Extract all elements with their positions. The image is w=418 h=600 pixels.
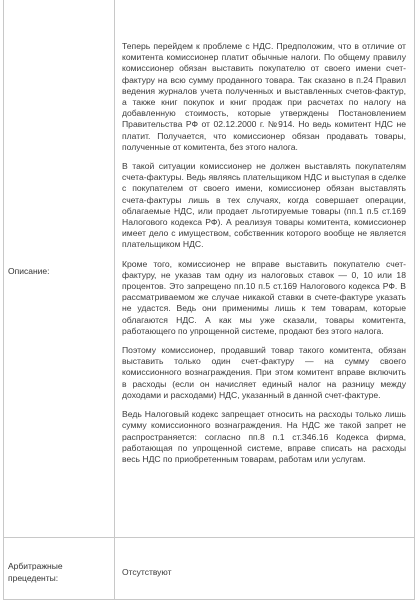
table-column-divider: [114, 0, 115, 600]
table-right-border: [414, 0, 415, 600]
table-row-divider: [3, 537, 415, 538]
description-paragraph: В такой ситуации комиссионер не должен выставлять покупателям счета-фактуры. Ведь являясь плательщиком НДС и выступая в сделке с покупателем от своего имени, комиссионер обязан выставлять счета-фактуры лишь в тех случаях, когда совершает операции, облагаемые НДС, или продает льготируемые товары (пп.1 п.5 ст.169 Налогового кодекса РФ). А реализуя товары комитента, комиссионер имеет дело с имуществом, собственник которого вообще не является плательщиком НДС.: [122, 161, 406, 250]
description-paragraph: Поэтому комиссионер, продавший товар такого комитента, обязан выставить только один счет-фактуру — на сумму своего комиссионного вознаграждения. При этом комитент вправе включить в расходы (если он начисляет единый налог на разницу между доходами и расходами) НДС, указанный в данной счет-фактуре.: [122, 345, 406, 400]
table-left-border: [3, 0, 4, 600]
precedents-value: Отсутствуют: [122, 567, 172, 577]
description-paragraph: Ведь Налоговый кодекс запрещает относить на расходы только лишь сумму комиссионного вознаграждения. На НДС же такой запрет не распространяется: согласно пп.8 п.1 ст.346.16 Кодекса фирма, работающая по упрощенной системе, вправе списать на расходы весь НДС по приобретенным товарам, работам или услугам.: [122, 409, 406, 464]
description-paragraph: Теперь перейдем к проблеме с НДС. Предположим, что в отличие от комитента комиссионер платит обычные налоги. По общему правилу комиссионер обязан выставить покупателю от своего имени счет-фактуру на всю сумму проданного товара. Так сказано в п.24 Правил ведения журналов учета полученных и выставленных счетов-фактур, а также книг покупок и книг продаж при расчетах по налогу на добавленную стоимость, которые утверждены Постановлением Правительства РФ от 02.12.2000 г. №914. Но ведь комитент НДС не платит. Получается, что комиссионер обязан продавать товары, полученные от комитента, без этого налога.: [122, 41, 406, 152]
precedents-label: Арбитражные прецеденты:: [8, 561, 63, 583]
description-text: [122, 41, 406, 473]
description-paragraph: Кроме того, комиссионер не вправе выставить покупателю счет-фактуру, не указав там одну из налоговых ставок — 0, 10 или 18 процентов. Это запрещено пп.10 п.5 ст.169 Налогового кодекса РФ. В рассматриваемом же случае никакой ставки в счете-фактуре указать не удастся. Ведь они применимы лишь к тем товарам, которые облагаются НДС. А как мы уже сказали, товары комитента, работающего по упрощенной системе, продают без этого налога.: [122, 258, 406, 336]
description-label: Описание:: [8, 266, 50, 276]
